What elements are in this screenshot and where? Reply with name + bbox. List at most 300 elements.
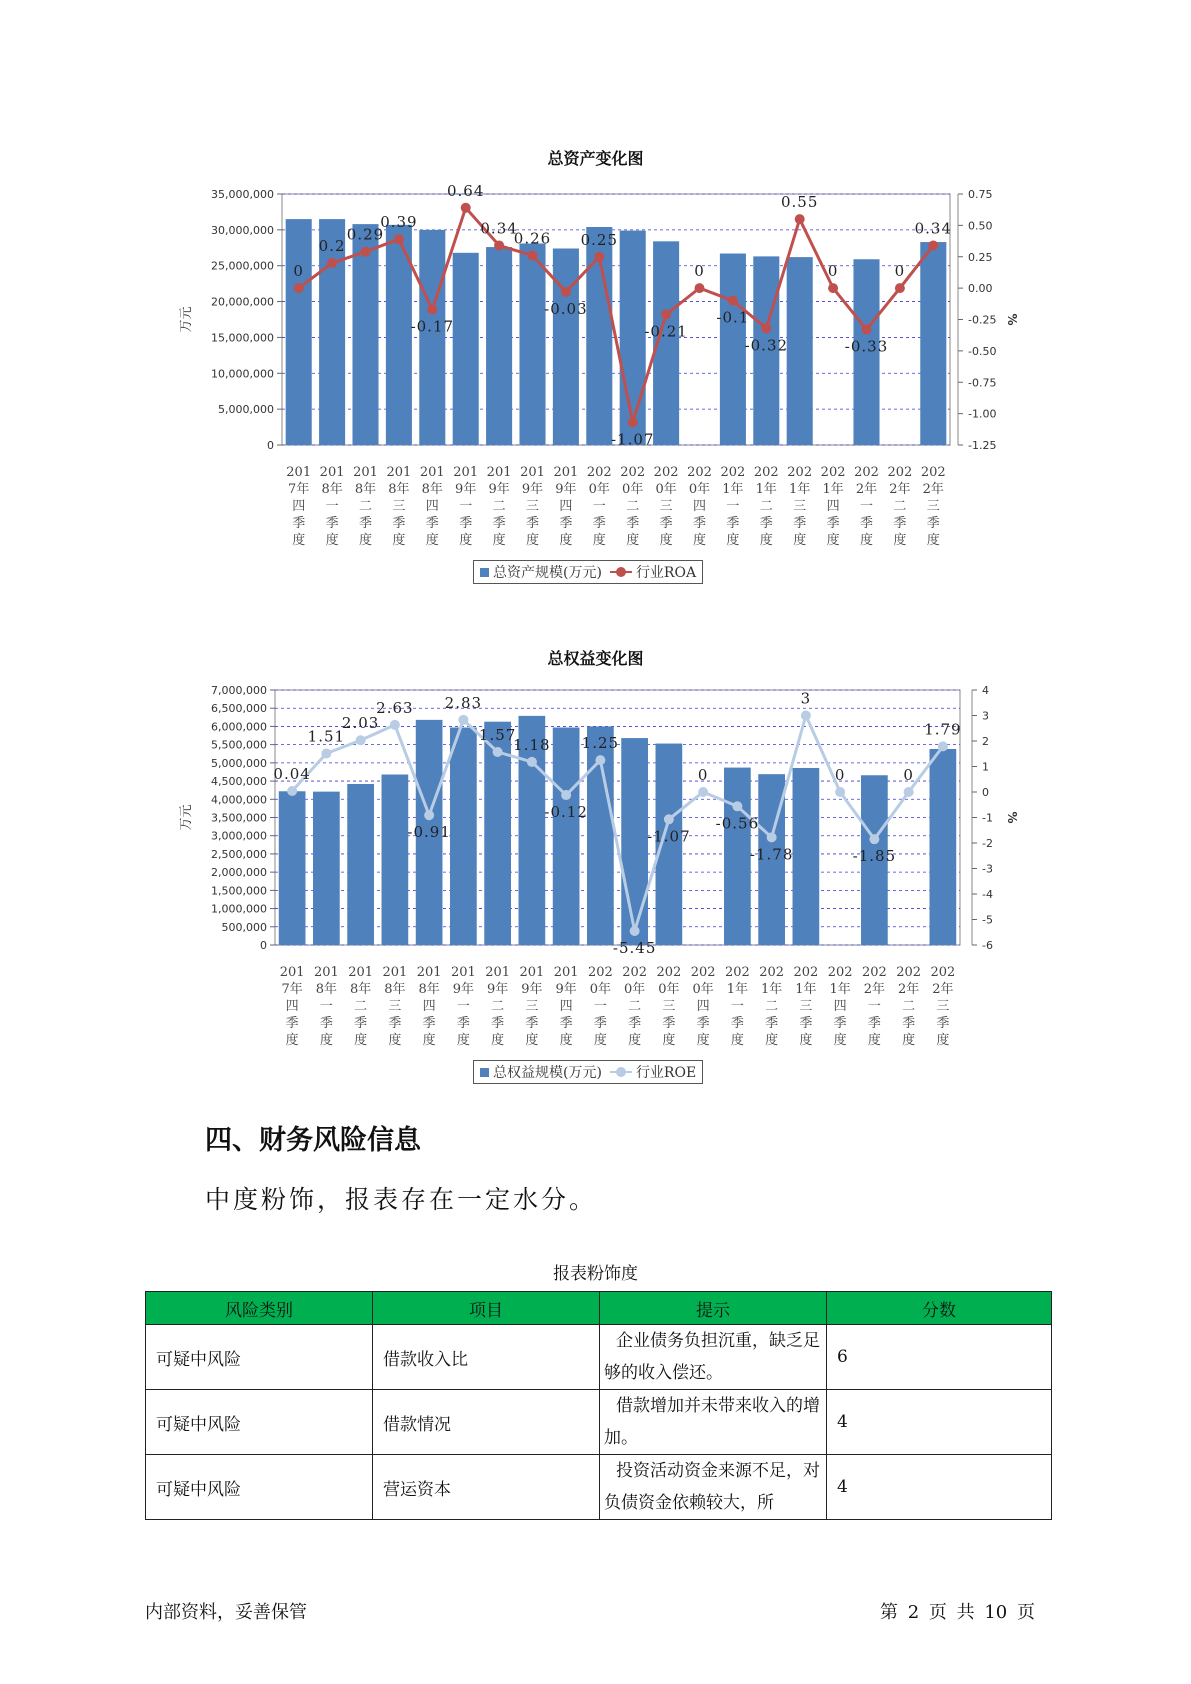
x-tick-label: 202	[586, 465, 612, 480]
data-label: -5.45	[612, 938, 657, 957]
x-tick-label: 季	[726, 516, 740, 531]
bar	[382, 775, 409, 945]
x-tick-label: 202	[896, 965, 922, 980]
data-point	[895, 283, 905, 293]
bar	[553, 249, 579, 445]
y2-tick-label: 0.25	[968, 250, 993, 264]
x-tick-label: 8年	[388, 482, 410, 497]
x-tick-label: 2年	[932, 982, 954, 997]
x-tick-label: 季	[926, 516, 940, 531]
x-tick-label: 2年	[922, 482, 944, 497]
data-label: 0.29	[346, 225, 385, 244]
y-tick-label: 500,000	[221, 920, 267, 934]
x-tick-label: 三	[799, 999, 813, 1014]
x-tick-label: 8年	[384, 982, 406, 997]
x-tick-label: 9年	[486, 982, 509, 997]
x-tick-label: 季	[292, 516, 306, 531]
x-tick-label: 度	[730, 1033, 744, 1048]
x-tick-label: 2年	[863, 982, 886, 997]
x-tick-label: 季	[358, 516, 373, 531]
x-tick-label: 度	[392, 533, 406, 548]
x-tick-label: 季	[936, 1016, 950, 1031]
bar-legend-swatch	[480, 1068, 489, 1077]
chart2-legend	[473, 1060, 703, 1084]
chart2-legend-bar-label: 总权益规模(万元)	[493, 1065, 602, 1081]
bar	[724, 768, 751, 945]
data-label: 0.34	[480, 219, 518, 238]
chart1-legend-line-label: 行业ROA	[635, 565, 697, 581]
x-tick-label: 202	[690, 965, 716, 980]
data-label: 0.34	[914, 219, 953, 238]
footer-confidential-note: 内部资料，妥善保管	[145, 1602, 307, 1623]
x-tick-label: 度	[491, 1033, 505, 1048]
x-tick-label: 201	[450, 965, 476, 980]
section-body-text: 中度粉饰，报表存在一定水分。	[205, 1185, 598, 1214]
data-label: -0.03	[544, 299, 588, 318]
x-tick-label: 202	[620, 465, 646, 480]
x-tick-label: 度	[325, 533, 339, 548]
x-tick-label: 201	[553, 965, 579, 980]
data-label: 1.79	[924, 720, 962, 739]
y-tick-label: 7,000,000	[211, 684, 267, 697]
x-tick-label: 202	[793, 965, 819, 980]
hint-text: 企业债务负担沉重，缺乏足够的收入偿还。	[604, 1331, 820, 1383]
y2-tick-label: 4	[982, 684, 989, 697]
x-tick-label: 0年	[588, 482, 610, 497]
x-tick-label: 度	[628, 1033, 642, 1048]
x-tick-label: 202	[854, 465, 879, 480]
data-label: 0.25	[580, 230, 619, 249]
data-label: 1.51	[307, 727, 346, 746]
x-tick-label: 201	[519, 965, 545, 980]
footer-page-number: 第 2 页 共 10 页	[880, 1602, 1035, 1623]
x-tick-label: 四	[833, 999, 847, 1014]
chart1-legend-bar-label: 总资产规模(万元)	[493, 565, 602, 581]
x-tick-label: 1年	[760, 982, 783, 997]
data-point	[938, 741, 948, 751]
x-tick-label: 201	[416, 965, 442, 980]
score-cell: 6	[827, 1325, 1052, 1390]
x-tick-label: 度	[799, 1033, 813, 1048]
x-tick-label: 201	[419, 465, 445, 480]
data-label: -1.78	[749, 845, 794, 864]
x-tick-label: 202	[827, 965, 853, 980]
x-tick-label: 季	[559, 516, 573, 531]
y-tick-label: 2,500,000	[211, 847, 267, 861]
data-point	[527, 757, 537, 767]
hint-text: 投资活动资金来源不足，对负债资金依赖较大，所	[604, 1461, 820, 1513]
x-tick-label: 201	[313, 965, 339, 980]
y-tick-label: 1,000,000	[211, 902, 267, 916]
x-tick-label: 季	[354, 1016, 368, 1031]
x-tick-label: 三	[388, 999, 402, 1014]
data-point	[695, 283, 705, 293]
x-tick-label: 季	[662, 1016, 676, 1031]
y-tick-label: 5,500,000	[211, 738, 267, 752]
bar	[419, 230, 445, 445]
x-tick-label: 9年	[555, 482, 577, 497]
data-point	[630, 926, 640, 936]
data-label: 0	[827, 262, 839, 281]
x-tick-label: 季	[696, 1016, 710, 1031]
total-equity-chart	[0, 670, 1191, 1100]
x-tick-label: 二	[491, 999, 505, 1014]
data-label: 0	[903, 766, 914, 784]
data-label: 0	[293, 262, 304, 281]
data-label: 0.2	[318, 237, 346, 256]
bar	[787, 257, 813, 445]
data-label: -0.32	[744, 336, 789, 355]
x-tick-label: 202	[759, 965, 785, 980]
x-tick-label: 度	[759, 533, 773, 548]
data-label: -1.85	[852, 847, 897, 866]
table-caption: 报表粉饰度	[553, 1264, 638, 1284]
x-tick-label: 9年	[521, 482, 544, 497]
x-tick-label: 8年	[321, 482, 343, 497]
x-tick-label: 二	[628, 999, 642, 1014]
x-tick-label: 季	[525, 516, 540, 531]
x-tick-label: 8年	[349, 982, 372, 997]
data-point	[928, 240, 938, 250]
data-label: 1.18	[513, 735, 551, 754]
y-tick-label: 1,500,000	[211, 884, 267, 898]
x-tick-label: 度	[559, 1033, 573, 1048]
x-tick-label: 度	[692, 533, 707, 548]
data-label: -0.17	[410, 317, 455, 336]
data-label: -0.33	[844, 337, 889, 356]
x-tick-label: 二	[765, 999, 779, 1014]
x-tick-label: 202	[653, 465, 679, 480]
x-tick-label: 四	[559, 499, 573, 514]
x-tick-label: 度	[559, 533, 573, 548]
bar	[486, 247, 512, 445]
x-tick-label: 一	[593, 999, 607, 1014]
x-tick-label: 一	[592, 499, 606, 514]
bar	[930, 749, 957, 945]
y2-tick-label: -6	[982, 939, 993, 952]
x-tick-label: 一	[456, 999, 470, 1014]
x-tick-label: 202	[622, 965, 648, 980]
bar-legend-swatch	[480, 568, 489, 577]
x-tick-label: 度	[833, 1033, 847, 1048]
x-tick-label: 季	[859, 516, 874, 531]
x-tick-label: 度	[319, 1033, 333, 1048]
data-point	[361, 247, 371, 257]
y2-tick-label: 0.00	[968, 282, 993, 296]
x-tick-label: 1年	[789, 482, 811, 497]
x-tick-label: 202	[787, 465, 813, 480]
item-cell: 营运资本	[373, 1455, 600, 1520]
x-tick-label: 二	[626, 499, 640, 514]
x-tick-label: 2年	[897, 982, 920, 997]
x-tick-label: 季	[730, 1016, 744, 1031]
data-point	[732, 801, 742, 811]
data-point	[761, 323, 771, 333]
x-tick-label: 9年	[488, 482, 510, 497]
x-tick-label: 三	[662, 999, 676, 1014]
data-label: -1.07	[610, 430, 655, 449]
data-point	[664, 814, 674, 824]
x-tick-label: 0年	[622, 482, 644, 497]
data-point	[424, 810, 434, 820]
data-label: -0.91	[407, 823, 451, 842]
y-tick-label: 6,500,000	[211, 702, 267, 716]
x-tick-label: 季	[893, 516, 907, 531]
y-tick-label: 15,000,000	[211, 331, 274, 345]
data-label: -0.21	[644, 322, 688, 341]
data-label: 0	[894, 262, 906, 281]
x-tick-label: 201	[553, 465, 579, 480]
x-tick-label: 度	[593, 1033, 607, 1048]
table-row	[146, 1325, 1052, 1390]
risk-category-cell: 可疑中风险	[146, 1390, 373, 1455]
bar	[793, 768, 820, 945]
x-tick-label: 0年	[688, 482, 711, 497]
y2-tick-label: -5	[982, 913, 993, 927]
x-tick-label: 1年	[726, 982, 749, 997]
y-tick-label: 6,000,000	[211, 720, 267, 734]
x-tick-label: 7年	[281, 982, 303, 997]
total-assets-chart	[0, 170, 1191, 600]
y2-tick-label: -3	[982, 862, 993, 876]
x-tick-label: 1年	[795, 982, 817, 997]
data-point	[356, 735, 366, 745]
hint-cell	[600, 1455, 827, 1520]
bar	[347, 784, 374, 945]
x-tick-label: 202	[656, 965, 682, 980]
x-tick-label: 7年	[288, 482, 310, 497]
hint-text: 借款增加并未带来收入的增加。	[604, 1396, 820, 1448]
bar	[519, 243, 545, 445]
risk-category-cell: 可疑中风险	[146, 1455, 373, 1520]
data-label: 0	[834, 766, 846, 784]
data-point	[493, 747, 503, 757]
data-point	[327, 258, 337, 268]
x-tick-label: 度	[354, 1033, 368, 1048]
x-tick-label: 度	[592, 533, 606, 548]
x-tick-label: 8年	[418, 982, 440, 997]
x-tick-label: 度	[358, 533, 373, 548]
y-tick-label: 0	[260, 939, 267, 952]
bar	[621, 738, 648, 945]
x-tick-label: 季	[692, 516, 707, 531]
x-tick-label: 度	[459, 533, 473, 548]
x-tick-label: 季	[425, 516, 439, 531]
x-tick-label: 度	[388, 1033, 402, 1048]
x-tick-label: 度	[285, 1033, 299, 1048]
x-tick-label: 2年	[889, 482, 911, 497]
y2-axis-title: %	[1005, 811, 1019, 824]
bar	[286, 219, 312, 445]
data-point	[494, 240, 504, 250]
data-point	[862, 325, 872, 335]
x-tick-label: 三	[926, 499, 940, 514]
data-label: -0.1	[716, 308, 750, 327]
x-tick-label: 201	[453, 465, 479, 480]
x-tick-label: 9年	[452, 982, 475, 997]
x-tick-label: 四	[559, 999, 573, 1014]
x-tick-label: 四	[696, 999, 710, 1014]
x-tick-label: 202	[687, 465, 712, 480]
y2-tick-label: -1.00	[968, 407, 997, 421]
x-tick-label: 度	[926, 533, 940, 548]
column-header: 项目	[373, 1292, 600, 1325]
x-tick-label: 度	[902, 1033, 916, 1048]
data-point	[458, 715, 468, 725]
data-point	[394, 234, 404, 244]
x-tick-label: 季	[593, 1016, 607, 1031]
x-tick-label: 三	[525, 999, 539, 1014]
y-tick-label: 35,000,000	[211, 188, 274, 201]
x-tick-label: 202	[587, 965, 613, 980]
x-tick-label: 201	[348, 965, 374, 980]
x-tick-label: 一	[730, 999, 744, 1014]
column-header: 提示	[600, 1292, 827, 1325]
item-cell: 借款情况	[373, 1390, 600, 1455]
risk-category-cell: 可疑中风险	[146, 1325, 373, 1390]
x-tick-label: 三	[392, 499, 406, 514]
x-tick-label: 季	[492, 516, 506, 531]
x-tick-label: 8年	[354, 482, 377, 497]
x-tick-label: 四	[692, 499, 707, 514]
data-label: 2.63	[376, 698, 414, 717]
x-tick-label: 季	[459, 516, 473, 531]
data-label: -0.12	[544, 803, 588, 822]
hint-cell	[600, 1390, 827, 1455]
data-point	[795, 214, 805, 224]
x-tick-label: 季	[388, 1016, 402, 1031]
risk-table	[145, 1291, 1052, 1520]
x-tick-label: 度	[525, 1033, 539, 1048]
x-tick-label: 201	[319, 465, 345, 480]
x-tick-label: 四	[292, 499, 306, 514]
chart1-legend	[473, 560, 703, 584]
x-tick-label: 一	[726, 499, 740, 514]
data-point	[294, 283, 304, 293]
y2-axis-title: %	[1005, 313, 1019, 326]
x-tick-label: 0年	[623, 982, 646, 997]
bar	[453, 253, 479, 445]
x-tick-label: 0年	[589, 982, 612, 997]
x-tick-label: 季	[592, 516, 606, 531]
x-tick-label: 201	[486, 465, 512, 480]
x-tick-label: 二	[358, 499, 373, 514]
y2-tick-label: 2	[982, 735, 989, 748]
y-tick-label: 2,000,000	[211, 866, 267, 880]
data-label: 0.55	[780, 193, 819, 212]
x-tick-label: 度	[662, 1033, 676, 1048]
data-point	[767, 832, 777, 842]
x-tick-label: 1年	[829, 982, 851, 997]
data-label: 1.57	[478, 725, 517, 744]
x-tick-label: 8年	[315, 982, 338, 997]
column-header: 风险类别	[146, 1292, 373, 1325]
x-tick-label: 9年	[455, 482, 477, 497]
data-point	[904, 787, 914, 797]
x-tick-label: 四	[826, 499, 840, 514]
data-label: 0	[694, 262, 705, 281]
data-label: 0.04	[273, 764, 311, 783]
x-tick-label: 三	[936, 999, 950, 1014]
data-label: 0.64	[446, 181, 485, 200]
data-point	[595, 755, 605, 765]
x-tick-label: 度	[456, 1033, 470, 1048]
data-label: 0	[697, 766, 709, 784]
x-tick-label: 季	[456, 1016, 470, 1031]
x-tick-label: 202	[861, 965, 887, 980]
x-tick-label: 8年	[421, 482, 443, 497]
data-point	[801, 711, 811, 721]
data-point	[321, 748, 331, 758]
y2-tick-label: -2	[982, 837, 993, 850]
y2-tick-label: 3	[982, 709, 989, 723]
data-point	[698, 787, 708, 797]
table-header-row	[146, 1292, 1052, 1325]
column-header: 分数	[827, 1292, 1052, 1325]
x-tick-label: 度	[793, 533, 807, 548]
data-point	[835, 787, 845, 797]
data-point	[390, 720, 400, 730]
x-tick-label: 201	[520, 465, 545, 480]
x-tick-label: 度	[859, 533, 874, 548]
x-tick-label: 1年	[822, 482, 844, 497]
x-tick-label: 9年	[555, 982, 577, 997]
x-tick-label: 季	[491, 1016, 505, 1031]
x-tick-label: 季	[659, 516, 673, 531]
x-tick-label: 202	[887, 465, 913, 480]
y-axis-title: 万元	[179, 804, 194, 831]
x-tick-label: 季	[793, 516, 807, 531]
y-tick-label: 3,500,000	[211, 811, 267, 825]
chart1-title: 总资产变化图	[547, 149, 644, 168]
x-tick-label: 三	[525, 499, 540, 514]
data-point	[561, 790, 571, 800]
x-tick-label: 9年	[521, 982, 543, 997]
data-point	[828, 283, 838, 293]
x-tick-label: 季	[826, 516, 840, 531]
x-tick-label: 度	[292, 533, 306, 548]
data-label: 2.03	[341, 714, 380, 733]
x-tick-label: 度	[867, 1033, 881, 1048]
x-tick-label: 季	[759, 516, 773, 531]
x-tick-label: 1年	[755, 482, 777, 497]
data-point	[427, 304, 437, 314]
hint-cell	[600, 1325, 827, 1390]
x-tick-label: 二	[492, 499, 506, 514]
bar	[920, 242, 946, 445]
x-tick-label: 0年	[658, 982, 680, 997]
data-point	[869, 834, 879, 844]
x-tick-label: 四	[285, 999, 299, 1014]
x-tick-label: 季	[833, 1016, 847, 1031]
x-tick-label: 0年	[692, 982, 714, 997]
table-row	[146, 1455, 1052, 1520]
bar	[620, 231, 646, 445]
x-tick-label: 度	[936, 1033, 950, 1048]
x-tick-label: 2年	[855, 482, 878, 497]
data-label: -1.07	[647, 827, 691, 846]
x-tick-label: 度	[765, 1033, 779, 1048]
y-tick-label: 10,000,000	[211, 367, 274, 381]
x-tick-label: 201	[386, 465, 412, 480]
x-tick-label: 度	[696, 1033, 710, 1048]
x-tick-label: 度	[425, 533, 439, 548]
chart2-legend-line-label: 行业ROE	[635, 1065, 697, 1081]
x-tick-label: 三	[793, 499, 807, 514]
x-tick-label: 201	[279, 965, 305, 980]
item-cell: 借款收入比	[373, 1325, 600, 1390]
x-tick-label: 度	[659, 533, 673, 548]
